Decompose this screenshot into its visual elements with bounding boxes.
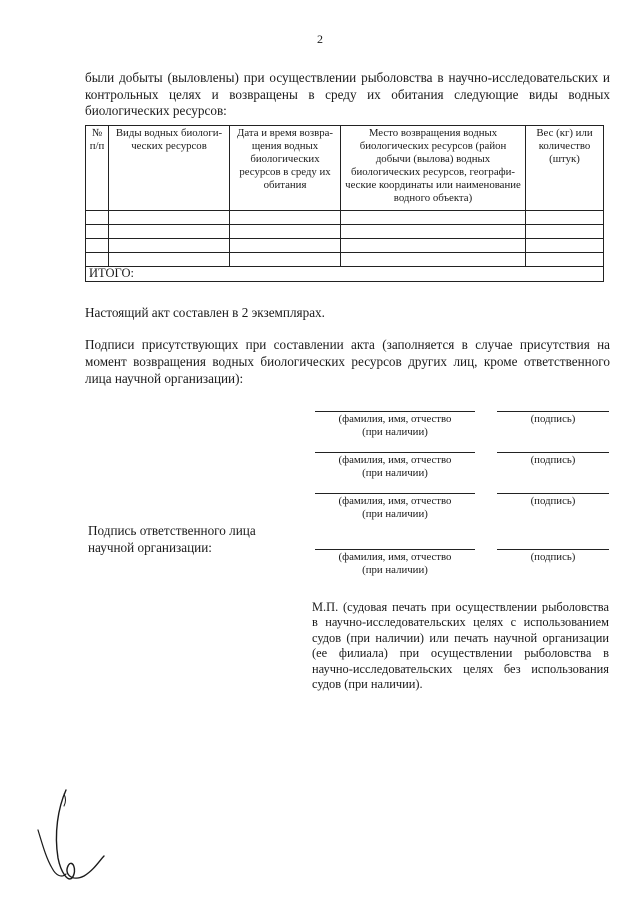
witness-signature-caption-3: (подпись) (530, 495, 576, 507)
witnesses-paragraph: Подписи присутствующих при составлении акта (заполняется в случае присутствия на момент возвращения водных биологических ресурсов других лиц, кроме ответственного лица научной организации): (85, 337, 610, 386)
table-total-row (86, 267, 604, 282)
column-header-species: Виды водных биологи-ческих ресурсов (109, 126, 230, 211)
intro-paragraph: были добыты (выловлены) при осуществлении рыболовства в научно-исследовательских и контрольных целях и возвращены в среду их обитания следующие виды водных биологических ресурсов: (85, 70, 610, 118)
responsible-person-label: Подпись ответственного лица научной организации: (88, 523, 256, 555)
witness-name-caption-2: (фамилия, имя, отчество (при наличии) (338, 454, 452, 479)
total-label: ИТОГО: (86, 267, 604, 282)
page-number: 2 (317, 32, 323, 46)
witness-signature-caption-1: (подпись) (530, 413, 576, 425)
column-header-return-date: Дата и время возвра-щения водных биологических ресурсов в среду их обитания (230, 126, 341, 211)
table-row (86, 225, 604, 239)
handwritten-signature (28, 788, 108, 884)
stamp-note: М.П. (судовая печать при осуществлении рыболовства в научно-исследовательских целях с использованием судов (при наличии) или печать научной организации (ее филиала) при осуществлении рыболовства в научно-исследовательских целях без использования судов (при наличии). (312, 600, 609, 692)
returned-resources-table (85, 125, 604, 282)
witness-name-line-1 (315, 411, 475, 412)
table-row (86, 239, 604, 253)
witness-name-line-3 (315, 493, 475, 494)
witness-signature-caption-2: (подпись) (530, 454, 576, 466)
witness-name-caption-1: (фамилия, имя, отчество (при наличии) (338, 413, 452, 438)
table-row (86, 211, 604, 225)
copies-statement: Настоящий акт составлен в 2 экземплярах. (85, 305, 325, 320)
table-row (86, 253, 604, 267)
witness-signature-line-2 (497, 452, 609, 453)
responsible-name-line (315, 549, 475, 550)
responsible-signature-line (497, 549, 609, 550)
witness-name-caption-3: (фамилия, имя, отчество (при наличии) (338, 495, 452, 520)
witness-signature-line-3 (497, 493, 609, 494)
responsible-signature-caption: (подпись) (530, 551, 576, 563)
column-header-return-place: Место возвращения водных биологических ресурсов (район добычи (вылова) водных биологических ресурсов, географи-ческие координаты или наименование водного объекта) (341, 126, 526, 211)
witness-signature-line-1 (497, 411, 609, 412)
responsible-name-caption: (фамилия, имя, отчество (при наличии) (338, 551, 452, 576)
witness-name-line-2 (315, 452, 475, 453)
column-header-number: № п/п (86, 126, 109, 211)
column-header-weight: Вес (кг) или количество (штук) (526, 126, 604, 211)
table-header-row (86, 126, 604, 211)
